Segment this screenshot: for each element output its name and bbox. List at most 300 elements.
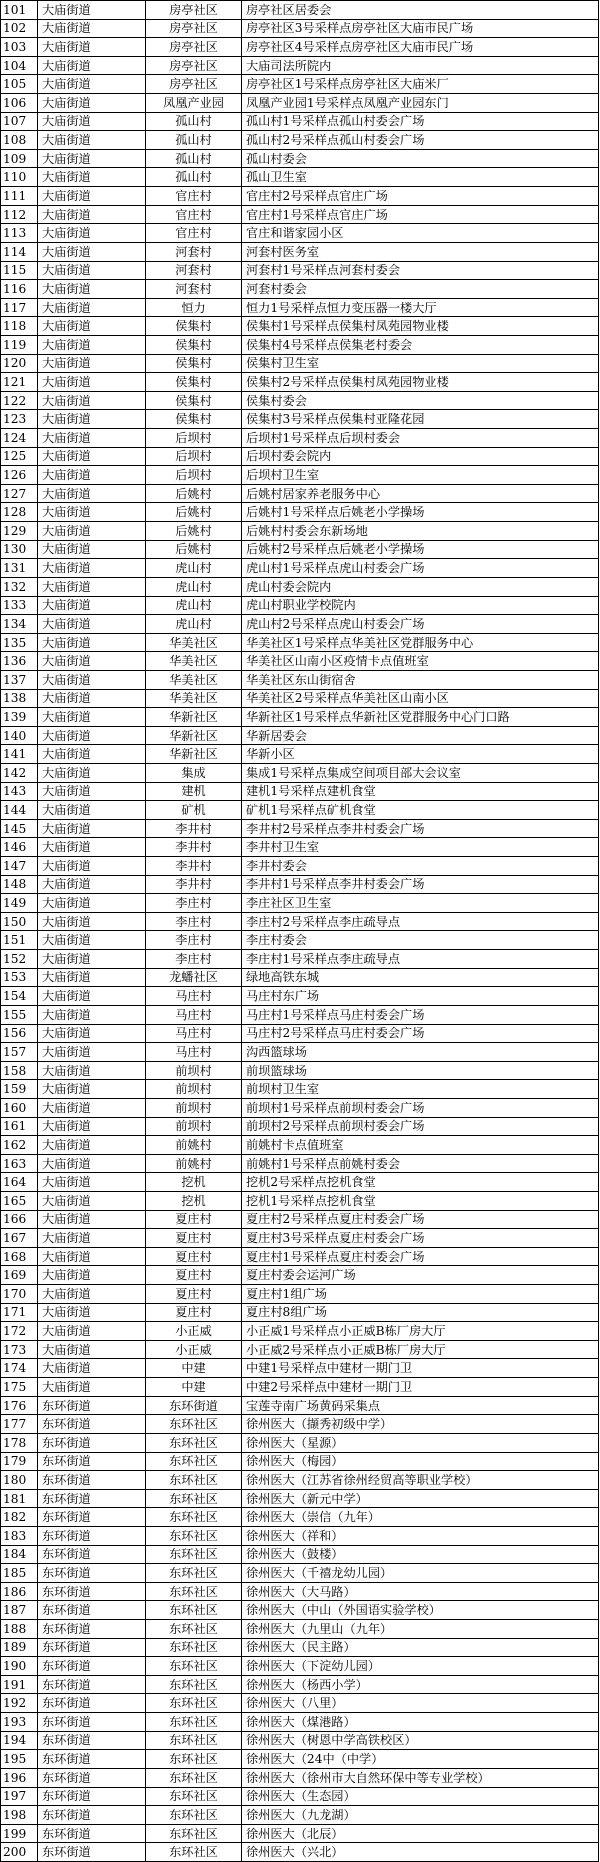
street-cell: 大庙街道 [38,1229,146,1248]
table-row [1,1359,599,1378]
street-cell: 大庙街道 [38,484,146,503]
community-cell: 东环社区 [146,1620,242,1639]
site-name-cell: 前坝篮球场 [242,1061,599,1080]
row-number-cell: 155 [1,1005,38,1024]
table-row [1,577,599,596]
table-row [1,689,599,708]
row-number-cell: 149 [1,894,38,913]
street-cell: 大庙街道 [38,224,146,243]
site-name-cell: 徐州医大（鼓楼） [242,1545,599,1564]
table-row [1,1768,599,1787]
row-number-cell: 135 [1,633,38,652]
site-name-cell: 后坝村卫生室 [242,466,599,485]
table-row [1,1787,599,1806]
community-cell: 后坝村 [146,447,242,466]
table-row [1,1192,599,1211]
row-number-cell: 193 [1,1713,38,1732]
row-number-cell: 158 [1,1061,38,1080]
street-cell: 大庙街道 [38,1303,146,1322]
table-row [1,224,599,243]
row-number-cell: 118 [1,317,38,336]
site-name-cell: 虎山村2号采样点虎山村委会广场 [242,615,599,634]
table-row [1,1247,599,1266]
table-row [1,708,599,727]
community-cell: 马庄村 [146,987,242,1006]
community-cell: 东环社区 [146,1582,242,1601]
community-cell: 东环社区 [146,1694,242,1713]
site-name-cell: 虎山村委会院内 [242,577,599,596]
table-row [1,1452,599,1471]
table-row [1,1,599,20]
table-row [1,950,599,969]
community-cell: 恒力 [146,298,242,317]
table-row [1,968,599,987]
site-name-cell: 马庄村1号采样点马庄村委会广场 [242,1005,599,1024]
street-cell: 大庙街道 [38,373,146,392]
community-cell: 后姚村 [146,484,242,503]
community-cell: 华新社区 [146,745,242,764]
row-number-cell: 133 [1,596,38,615]
row-number-cell: 112 [1,205,38,224]
community-cell: 中建 [146,1359,242,1378]
row-number-cell: 191 [1,1675,38,1694]
site-name-cell: 华美社区山南小区疫情卡点值班室 [242,652,599,671]
row-number-cell: 131 [1,559,38,578]
street-cell: 大庙街道 [38,261,146,280]
community-cell: 虎山村 [146,615,242,634]
table-row [1,875,599,894]
site-name-cell: 后姚村1号采样点后姚老小学操场 [242,503,599,522]
site-name-cell: 徐州医大（生态园） [242,1787,599,1806]
site-name-cell: 马庄村2号采样点马庄村委会广场 [242,1024,599,1043]
table-row [1,1285,599,1304]
street-cell: 大庙街道 [38,596,146,615]
row-number-cell: 120 [1,354,38,373]
site-name-cell: 李井村1号采样点李井村委会广场 [242,875,599,894]
street-cell: 大庙街道 [38,335,146,354]
site-name-cell: 侯集村卫生室 [242,354,599,373]
row-number-cell: 109 [1,149,38,168]
street-cell: 大庙街道 [38,931,146,950]
community-cell: 东环社区 [146,1489,242,1508]
street-cell: 东环街道 [38,1731,146,1750]
community-cell: 东环社区 [146,1526,242,1545]
row-number-cell: 136 [1,652,38,671]
street-cell: 大庙街道 [38,429,146,448]
site-name-cell: 李庄社区卫生室 [242,894,599,913]
site-name-cell: 中建2号采样点中建材一期门卫 [242,1378,599,1397]
row-number-cell: 130 [1,540,38,559]
community-cell: 华美社区 [146,633,242,652]
community-cell: 河套村 [146,261,242,280]
street-cell: 大庙街道 [38,745,146,764]
street-cell: 大庙街道 [38,912,146,931]
row-number-cell: 195 [1,1750,38,1769]
table-row [1,522,599,541]
street-cell: 大庙街道 [38,94,146,113]
community-cell: 河套村 [146,242,242,261]
row-number-cell: 132 [1,577,38,596]
community-cell: 东环社区 [146,1452,242,1471]
community-cell: 前姚村 [146,1136,242,1155]
street-cell: 大庙街道 [38,317,146,336]
street-cell: 大庙街道 [38,652,146,671]
community-cell: 河套村 [146,280,242,299]
row-number-cell: 104 [1,56,38,75]
street-cell: 东环街道 [38,1433,146,1452]
site-name-cell: 虎山村职业学校院内 [242,596,599,615]
site-name-cell: 李庄村委会 [242,931,599,950]
row-number-cell: 126 [1,466,38,485]
street-cell: 大庙街道 [38,670,146,689]
community-cell: 挖机 [146,1192,242,1211]
community-cell: 孤山村 [146,112,242,131]
site-name-cell: 华新社区1号采样点华新社区党群服务中心门口路 [242,708,599,727]
community-cell: 后坝村 [146,466,242,485]
community-cell: 官庄村 [146,187,242,206]
table-row [1,38,599,57]
site-name-cell: 徐州医大（中山（外国语实验学校） [242,1601,599,1620]
row-number-cell: 163 [1,1154,38,1173]
community-cell: 挖机 [146,1173,242,1192]
community-cell: 小正威 [146,1340,242,1359]
street-cell: 大庙街道 [38,838,146,857]
row-number-cell: 200 [1,1843,38,1862]
row-number-cell: 115 [1,261,38,280]
community-cell: 房亭社区 [146,56,242,75]
site-name-cell: 李井村委会 [242,857,599,876]
site-name-cell: 孤山村委会 [242,149,599,168]
row-number-cell: 125 [1,447,38,466]
row-number-cell: 153 [1,968,38,987]
table-row [1,1173,599,1192]
site-name-cell: 侯集村3号采样点侯集村亚隆花园 [242,410,599,429]
row-number-cell: 141 [1,745,38,764]
row-number-cell: 169 [1,1266,38,1285]
table-row [1,1396,599,1415]
row-number-cell: 159 [1,1080,38,1099]
row-number-cell: 156 [1,1024,38,1043]
table-row [1,1061,599,1080]
site-name-cell: 李井村2号采样点李井村委会广场 [242,819,599,838]
community-cell: 孤山村 [146,131,242,150]
community-cell: 建机 [146,782,242,801]
street-cell: 大庙街道 [38,1061,146,1080]
site-name-cell: 徐州医大（树恩中学高铁校区） [242,1731,599,1750]
street-cell: 大庙街道 [38,1340,146,1359]
table-row [1,838,599,857]
row-number-cell: 154 [1,987,38,1006]
community-cell: 华新社区 [146,726,242,745]
row-number-cell: 137 [1,670,38,689]
table-row [1,633,599,652]
site-name-cell: 官庄村1号采样点官庄广场 [242,205,599,224]
row-number-cell: 157 [1,1043,38,1062]
table-row [1,1620,599,1639]
site-name-cell: 后姚村2号采样点后姚老小学操场 [242,540,599,559]
street-cell: 东环街道 [38,1471,146,1490]
table-row [1,94,599,113]
street-cell: 大庙街道 [38,1378,146,1397]
table-row [1,19,599,38]
community-cell: 东环社区 [146,1545,242,1564]
street-cell: 大庙街道 [38,149,146,168]
row-number-cell: 161 [1,1117,38,1136]
site-name-cell: 徐州医大（杨西小学） [242,1675,599,1694]
community-cell: 夏庄村 [146,1285,242,1304]
community-cell: 凤凰产业园 [146,94,242,113]
street-cell: 大庙街道 [38,410,146,429]
row-number-cell: 173 [1,1340,38,1359]
table-row [1,187,599,206]
table-row [1,1005,599,1024]
table-row [1,1564,599,1583]
table-row [1,391,599,410]
community-cell: 东环社区 [146,1638,242,1657]
street-cell: 大庙街道 [38,56,146,75]
table-row [1,261,599,280]
street-cell: 大庙街道 [38,38,146,57]
street-cell: 大庙街道 [38,1154,146,1173]
street-cell: 大庙街道 [38,1043,146,1062]
row-number-cell: 148 [1,875,38,894]
site-name-cell: 徐州医大（九里山（九年） [242,1620,599,1639]
row-number-cell: 164 [1,1173,38,1192]
site-name-cell: 徐州医大（大马路） [242,1582,599,1601]
table-row [1,1582,599,1601]
row-number-cell: 177 [1,1415,38,1434]
row-number-cell: 106 [1,94,38,113]
street-cell: 大庙街道 [38,1005,146,1024]
community-cell: 房亭社区 [146,75,242,94]
table-row [1,1043,599,1062]
community-cell: 前坝村 [146,1061,242,1080]
row-number-cell: 160 [1,1098,38,1117]
row-number-cell: 176 [1,1396,38,1415]
table-row [1,354,599,373]
row-number-cell: 175 [1,1378,38,1397]
community-cell: 东环社区 [146,1731,242,1750]
site-name-cell: 官庄村2号采样点官庄广场 [242,187,599,206]
street-cell: 东环街道 [38,1452,146,1471]
community-cell: 华美社区 [146,652,242,671]
site-name-cell: 华新小区 [242,745,599,764]
community-cell: 房亭社区 [146,38,242,57]
street-cell: 东环街道 [38,1806,146,1825]
table-row [1,447,599,466]
street-cell: 大庙街道 [38,1,146,20]
table-row [1,1471,599,1490]
community-cell: 东环社区 [146,1787,242,1806]
street-cell: 大庙街道 [38,503,146,522]
community-cell: 东环社区 [146,1601,242,1620]
row-number-cell: 147 [1,857,38,876]
street-cell: 大庙街道 [38,782,146,801]
row-number-cell: 107 [1,112,38,131]
table-row [1,801,599,820]
community-cell: 侯集村 [146,373,242,392]
street-cell: 大庙街道 [38,559,146,578]
table-row [1,56,599,75]
community-cell: 侯集村 [146,317,242,336]
row-number-cell: 197 [1,1787,38,1806]
street-cell: 东环街道 [38,1526,146,1545]
community-cell: 孤山村 [146,168,242,187]
row-number-cell: 127 [1,484,38,503]
row-number-cell: 122 [1,391,38,410]
community-cell: 东环社区 [146,1806,242,1825]
street-cell: 大庙街道 [38,1192,146,1211]
table-row [1,745,599,764]
site-name-cell: 恒力1号采样点恒力变压器一楼大厅 [242,298,599,317]
row-number-cell: 116 [1,280,38,299]
row-number-cell: 110 [1,168,38,187]
street-cell: 大庙街道 [38,466,146,485]
street-cell: 东环街道 [38,1620,146,1639]
street-cell: 东环街道 [38,1564,146,1583]
community-cell: 夏庄村 [146,1303,242,1322]
street-cell: 大庙街道 [38,540,146,559]
community-cell: 华新社区 [146,708,242,727]
street-cell: 东环街道 [38,1787,146,1806]
community-cell: 房亭社区 [146,19,242,38]
site-name-cell: 集成1号采样点集成空间项目部大会议室 [242,763,599,782]
table-row [1,1340,599,1359]
table-row [1,1098,599,1117]
table-row [1,373,599,392]
row-number-cell: 168 [1,1247,38,1266]
community-cell: 东环社区 [146,1508,242,1527]
street-cell: 大庙街道 [38,708,146,727]
community-cell: 官庄村 [146,205,242,224]
street-cell: 东环街道 [38,1657,146,1676]
street-cell: 大庙街道 [38,633,146,652]
community-cell: 龙蟠社区 [146,968,242,987]
street-cell: 东环街道 [38,1750,146,1769]
community-cell: 李井村 [146,875,242,894]
site-name-cell: 挖机1号采样点挖机食堂 [242,1192,599,1211]
site-name-cell: 河套村委会 [242,280,599,299]
site-name-cell: 前姚村1号采样点前姚村委会 [242,1154,599,1173]
row-number-cell: 180 [1,1471,38,1490]
row-number-cell: 166 [1,1210,38,1229]
site-name-cell: 后坝村1号采样点后坝村委会 [242,429,599,448]
row-number-cell: 183 [1,1526,38,1545]
street-cell: 东环街道 [38,1675,146,1694]
table-row [1,1638,599,1657]
site-name-cell: 徐州医大（八里） [242,1694,599,1713]
street-cell: 东环街道 [38,1508,146,1527]
community-cell: 李井村 [146,838,242,857]
site-name-cell: 孤山卫生室 [242,168,599,187]
site-name-cell: 徐州医大（千禧龙幼儿园） [242,1564,599,1583]
street-cell: 大庙街道 [38,726,146,745]
row-number-cell: 138 [1,689,38,708]
street-cell: 大庙街道 [38,354,146,373]
site-name-cell: 前坝村1号采样点前坝村委会广场 [242,1098,599,1117]
site-name-cell: 房亭社区4号采样点房亭社区大庙市民广场 [242,38,599,57]
table-row [1,131,599,150]
street-cell: 大庙街道 [38,1117,146,1136]
site-name-cell: 徐州医大（煤港路） [242,1713,599,1732]
table-row [1,1750,599,1769]
community-cell: 集成 [146,763,242,782]
row-number-cell: 129 [1,522,38,541]
site-name-cell: 小正威1号采样点小正威B栋厂房大厅 [242,1322,599,1341]
community-cell: 侯集村 [146,335,242,354]
table-row [1,242,599,261]
community-cell: 虎山村 [146,577,242,596]
community-cell: 官庄村 [146,224,242,243]
site-name-cell: 夏庄村委会运河广场 [242,1266,599,1285]
community-cell: 东环社区 [146,1843,242,1862]
table-row [1,1266,599,1285]
site-name-cell: 房亭社区3号采样点房亭社区大庙市民广场 [242,19,599,38]
community-cell: 李庄村 [146,912,242,931]
street-cell: 大庙街道 [38,75,146,94]
site-name-cell: 徐州医大（民主路） [242,1638,599,1657]
street-cell: 东环街道 [38,1638,146,1657]
site-name-cell: 虎山村1号采样点虎山村委会广场 [242,559,599,578]
table-row [1,1229,599,1248]
row-number-cell: 188 [1,1620,38,1639]
street-cell: 东环街道 [38,1843,146,1862]
table-row [1,1806,599,1825]
row-number-cell: 146 [1,838,38,857]
site-name-cell: 前姚村卡点值班室 [242,1136,599,1155]
row-number-cell: 182 [1,1508,38,1527]
community-cell: 马庄村 [146,1005,242,1024]
row-number-cell: 199 [1,1824,38,1843]
community-cell: 矿机 [146,801,242,820]
row-number-cell: 190 [1,1657,38,1676]
table-row [1,205,599,224]
row-number-cell: 152 [1,950,38,969]
table-row [1,763,599,782]
site-name-cell: 前坝村卫生室 [242,1080,599,1099]
site-name-cell: 建机1号采样点建机食堂 [242,782,599,801]
site-name-cell: 徐州医大（江苏省徐州经贸高等职业学校） [242,1471,599,1490]
site-name-cell: 孤山村1号采样点孤山村委会广场 [242,112,599,131]
street-cell: 大庙街道 [38,187,146,206]
row-number-cell: 174 [1,1359,38,1378]
table-row [1,466,599,485]
site-name-cell: 李庄村2号采样点李庄疏导点 [242,912,599,931]
row-number-cell: 108 [1,131,38,150]
site-name-cell: 徐州医大（兴北） [242,1843,599,1862]
street-cell: 大庙街道 [38,242,146,261]
street-cell: 大庙街道 [38,391,146,410]
community-cell: 后坝村 [146,429,242,448]
site-name-cell: 李井村卫生室 [242,838,599,857]
street-cell: 大庙街道 [38,280,146,299]
table-row [1,317,599,336]
site-name-cell: 侯集村2号采样点侯集村凤苑园物业楼 [242,373,599,392]
row-number-cell: 196 [1,1768,38,1787]
table-row [1,894,599,913]
community-cell: 李庄村 [146,950,242,969]
site-name-cell: 房亭社区居委会 [242,1,599,20]
street-cell: 大庙街道 [38,689,146,708]
community-cell: 东环社区 [146,1415,242,1434]
table-row [1,559,599,578]
site-name-cell: 徐州医大（徐州市大自然环保中等专业学校） [242,1768,599,1787]
table-row [1,1657,599,1676]
table-row [1,1136,599,1155]
site-name-cell: 徐州医大（24中（中学） [242,1750,599,1769]
table-row [1,335,599,354]
community-cell: 李庄村 [146,931,242,950]
